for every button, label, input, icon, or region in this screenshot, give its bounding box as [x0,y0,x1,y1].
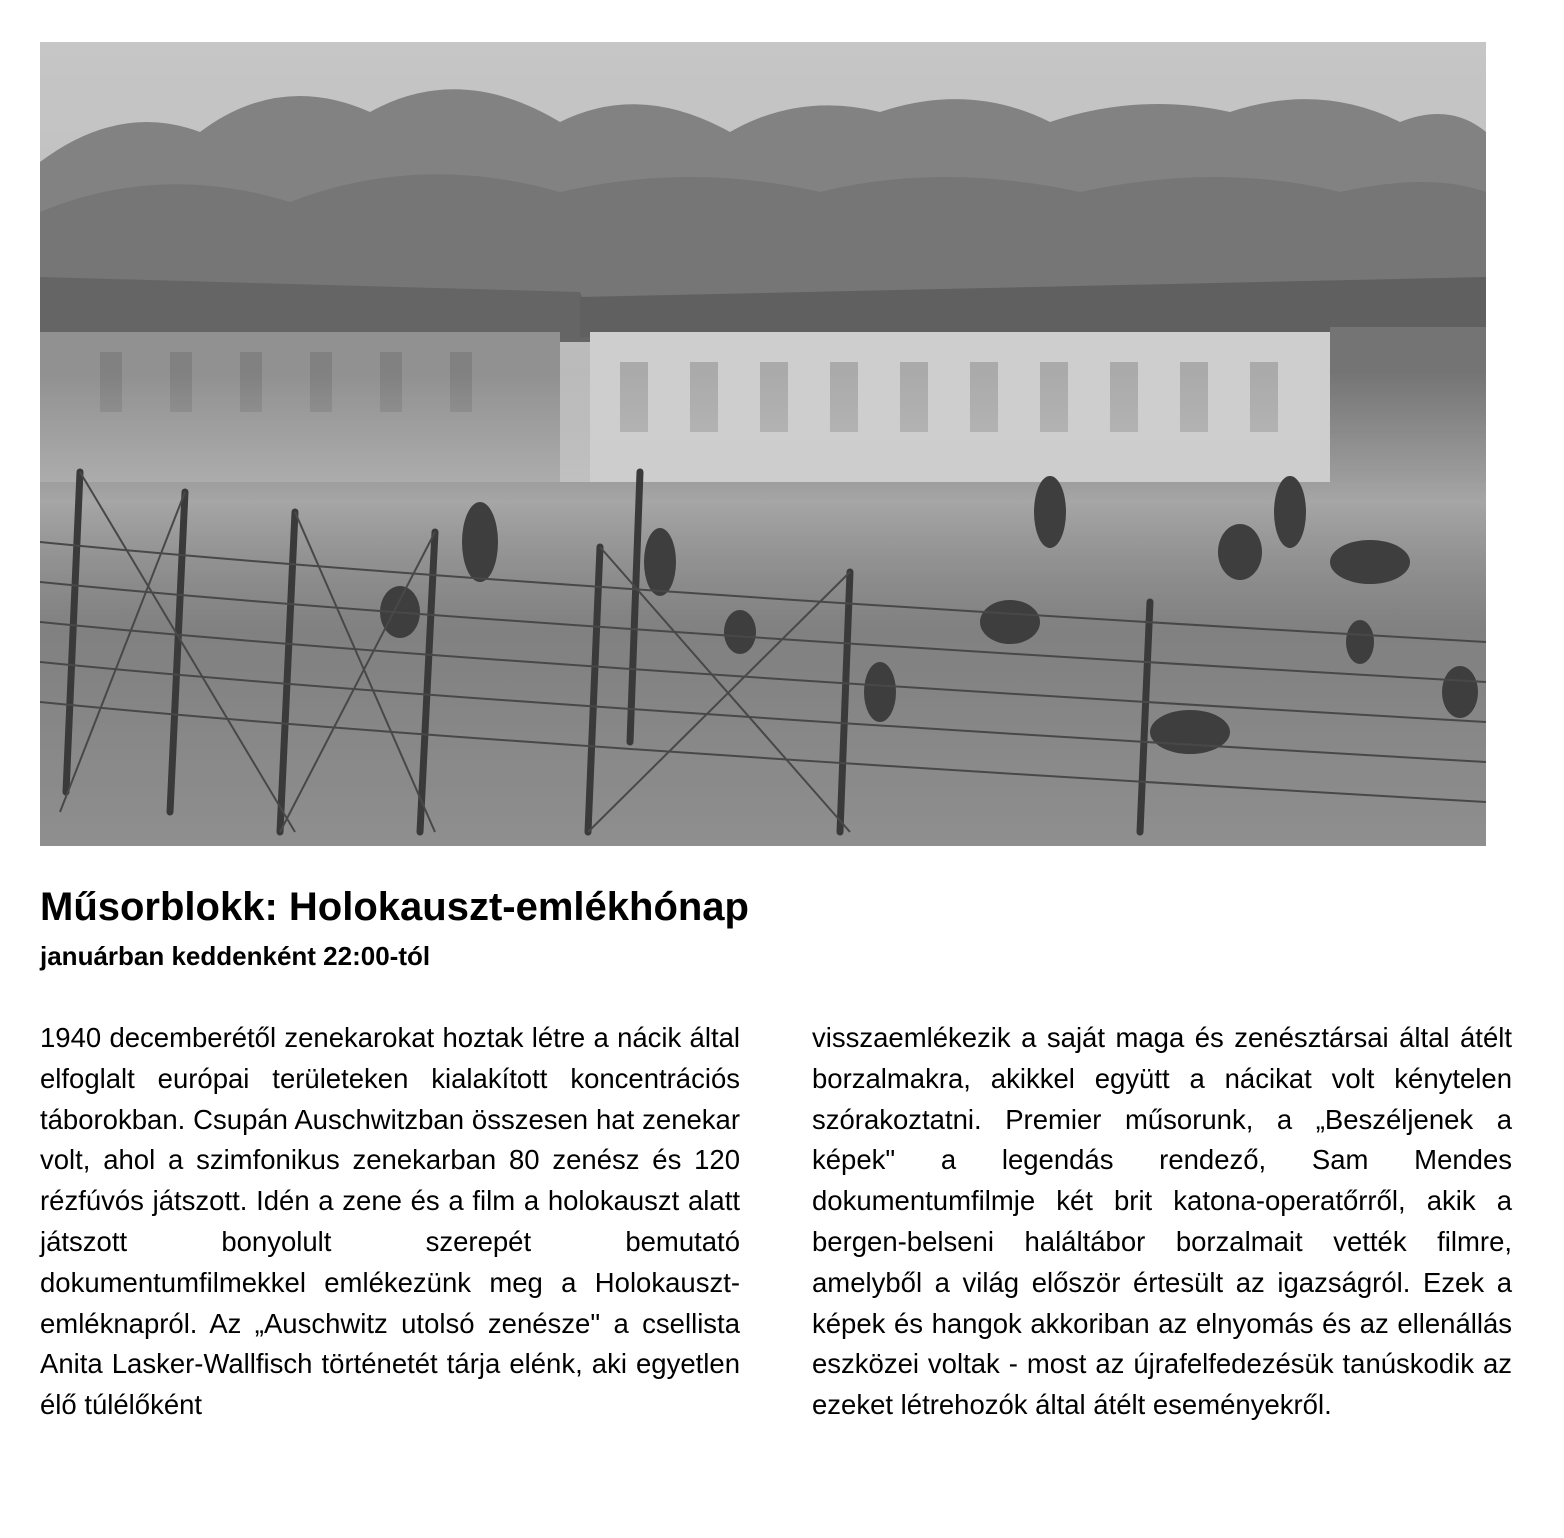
header-photo [40,42,1486,846]
article-text-left-column: 1940 decemberétől zenekarokat hoztak létre a nácik által elfoglalt európai területeken kialakított koncentrációs táborokban. Csupán Auschwitzban összesen hat zenekar volt, ahol a szimfonikus zenekarban 80 zenész és 120 rézfúvós játszott. Idén a zene és a film a holokauszt alatt játszott bonyolult szerepét bemutató dokumentumfilmekkel emlékezünk meg a Holokauszt-emléknapról. Az „Auschwitz utolsó zenésze" a csellista Anita Lasker-Wallfisch történetét tárja elénk, aki egyetlen élő túlélőként [40,1022,740,1421]
schedule-subtitle: januárban keddenként 22:00-tól [40,941,431,971]
program-block-title: Műsorblokk: Holokauszt-emlékhónap [40,885,749,929]
article-text-right-column: visszaemlékezik a saját maga és zenésztársai által átélt borzalmakra, akikkel együtt a nácikat volt kénytelen szórakoztatni. Premier műsorunk, a „Beszéljenek a képek" a legendás rendező, Sam Mendes dokumentumfilmje két brit katona-operatőrről, akik a bergen-belseni haláltábor borzalmait vették filmre, amelyből a világ először értesült az igazságról. Ezek a képek és hangok akkoriban az elnyomás és az ellenállás eszközei voltak - most az újrafelfedezésük tanúskodik az ezeket létrehozók által átélt eseményekről. [812,1022,1512,1421]
